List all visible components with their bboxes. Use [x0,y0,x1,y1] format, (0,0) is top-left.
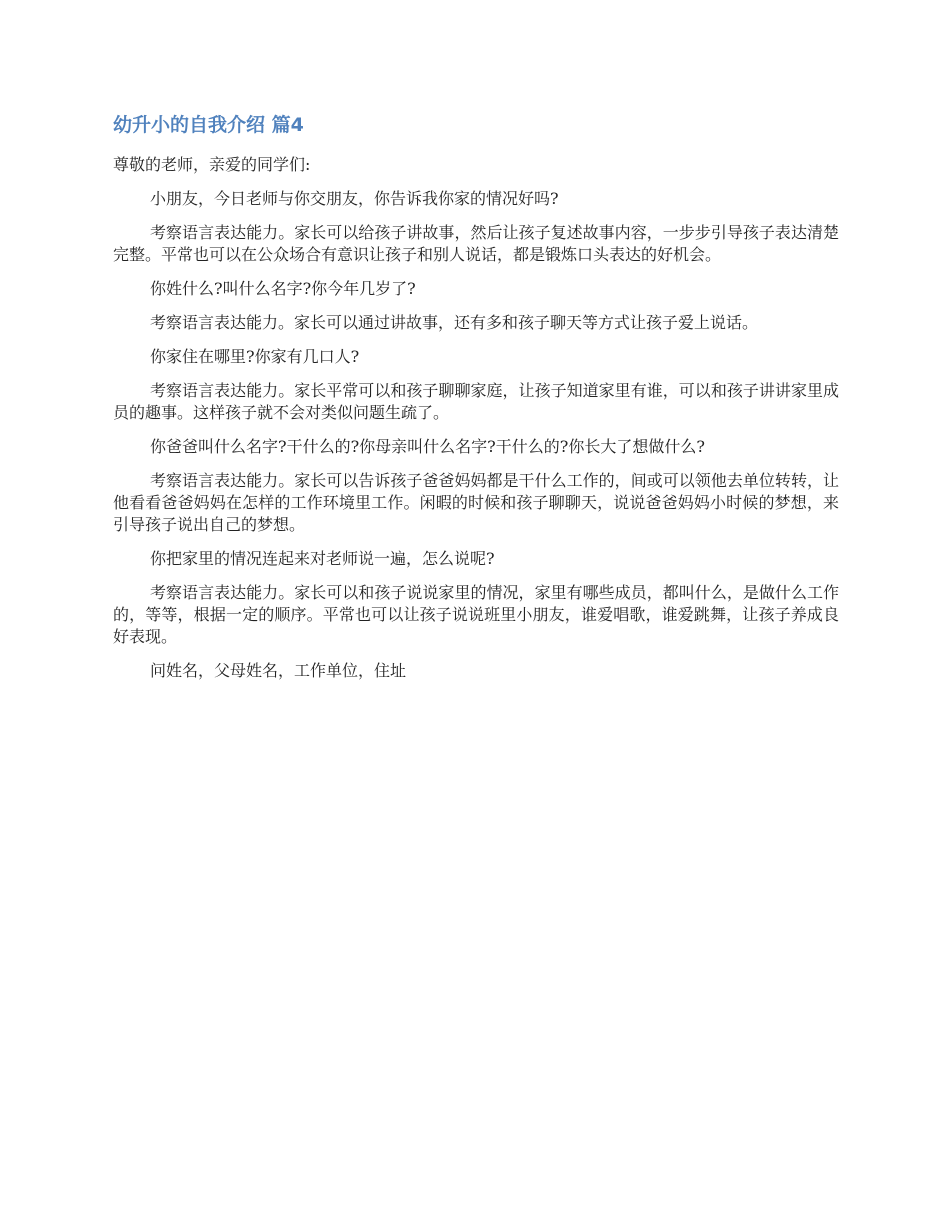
body-paragraph-closing: 问姓名，父母姓名，工作单位，住址 [150,661,407,680]
body-paragraph-advice-1: 考察语言表达能力。家长可以给孩子讲故事，然后让孩子复述故事内容，一步步引导孩子表达清楚完整。平常也可以在公众场合有意识让孩子和别人说话，都是锻炼口头表达的好机会。 [113,223,839,264]
body-paragraph-advice-5: 考察语言表达能力。家长可以和孩子说说家里的情况，家里有哪些成员，都叫什么，是做什么工作的，等等，根据一定的顺序。平常也可以让孩子说说班里小朋友，谁爱唱歌，谁爱跳舞，让孩子养成良好表现。 [113,583,839,646]
body-paragraph-advice-4: 考察语言表达能力。家长可以告诉孩子爸爸妈妈都是干什么工作的，间或可以领他去单位转转，让他看看爸爸妈妈在怎样的工作环境里工作。闲暇的时候和孩子聊聊天，说说爸爸妈妈小时候的梦想，来引导孩子说出自己的梦想。 [113,471,839,534]
body-paragraph-question-3: 你家住在哪里?你家有几口人? [150,347,360,366]
body-paragraph-advice-3: 考察语言表达能力。家长平常可以和孩子聊聊家庭，让孩子知道家里有谁，可以和孩子讲讲家里成员的趣事。这样孩子就不会对类似问题生疏了。 [113,381,839,422]
body-paragraph-advice-2: 考察语言表达能力。家长可以通过讲故事，还有多和孩子聊天等方式让孩子爱上说话。 [150,313,759,332]
body-paragraph-question-4: 你爸爸叫什么名字?干什么的?你母亲叫什么名字?干什么的?你长大了想做什么? [150,437,705,456]
document-page [113,110,839,694]
greeting-paragraph: 尊敬的老师，亲爱的同学们: [113,155,311,174]
body-paragraph-question-5: 你把家里的情况连起来对老师说一遍，怎么说呢? [150,549,495,568]
body-paragraph-question-2: 你姓什么?叫什么名字?你今年几岁了? [150,279,416,298]
body-paragraph-question-1: 小朋友，今日老师与你交朋友，你告诉我你家的情况好吗? [150,189,559,208]
document-title: 幼升小的自我介绍 篇4 [113,114,304,136]
